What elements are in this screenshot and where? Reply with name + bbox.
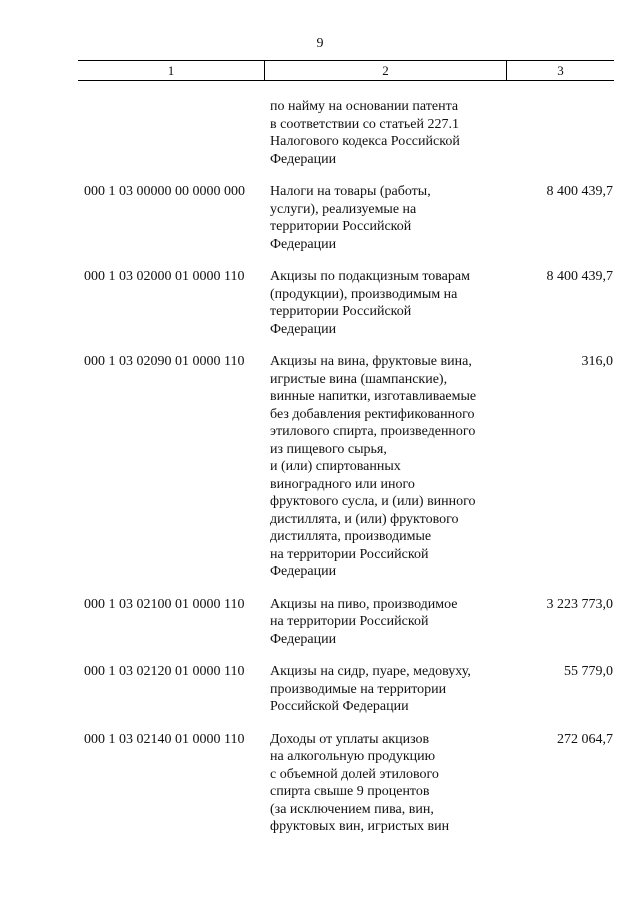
revenue-name-line: Федерации bbox=[270, 236, 337, 252]
revenue-name-line: (продукции), производимым на bbox=[270, 286, 458, 302]
revenue-name bbox=[270, 98, 516, 168]
table-row bbox=[84, 98, 614, 168]
revenue-name-line: услуги), реализуемые на bbox=[270, 201, 417, 217]
revenue-name-line: без добавления ректификованного bbox=[270, 406, 475, 422]
amount-value: 316,0 bbox=[581, 354, 613, 369]
revenue-name-line: Федерации bbox=[270, 564, 337, 579]
revenue-name-line: виноградного или иного bbox=[270, 476, 415, 492]
revenue-name-line: этилового спирта, произведенного bbox=[270, 424, 476, 439]
header-cell-amount: 3 bbox=[557, 63, 564, 78]
revenue-name-line: дистиллята, и (или) фруктового bbox=[270, 511, 459, 527]
table-row bbox=[84, 353, 614, 581]
revenue-name-line: игристые вина (шампанские), bbox=[270, 371, 448, 387]
revenue-name-line: территории Российской bbox=[270, 304, 412, 319]
revenue-name-line: Акцизы на пиво, производимое bbox=[270, 596, 458, 612]
revenue-name-line: Акцизы на сидр, пуаре, медовуху, bbox=[270, 664, 471, 679]
budget-code: 000 1 03 02140 01 0000 110 bbox=[84, 731, 245, 747]
revenue-name-line: производимые на территории bbox=[270, 681, 447, 697]
revenue-name-line: территории Российской bbox=[270, 219, 412, 234]
revenue-name-line: на алкогольную продукцию bbox=[270, 749, 436, 764]
revenue-name-line: по найму на основании патента bbox=[270, 99, 459, 114]
revenue-name bbox=[270, 663, 516, 716]
revenue-name bbox=[270, 353, 516, 581]
revenue-name-line: Налоги на товары (работы, bbox=[270, 184, 431, 199]
amount-value: 8 400 439,7 bbox=[546, 184, 613, 199]
table-row bbox=[84, 731, 614, 836]
revenue-name-line: Доходы от уплаты акцизов bbox=[270, 731, 430, 747]
table-row bbox=[84, 183, 614, 253]
revenue-name-line: винные напитки, изготавливаемые bbox=[270, 389, 477, 404]
revenue-name-line: Акцизы на вина, фруктовые вина, bbox=[270, 354, 472, 369]
amount-value: 8 400 439,7 bbox=[546, 269, 613, 284]
revenue-name-line: дистиллята, производимые bbox=[270, 529, 432, 544]
revenue-name-line: Федерации bbox=[270, 321, 337, 337]
revenue-name bbox=[270, 596, 516, 649]
budget-code: 000 1 03 02090 01 0000 110 bbox=[84, 354, 245, 369]
budget-code: 000 1 03 02120 01 0000 110 bbox=[84, 664, 245, 679]
revenue-name bbox=[270, 731, 516, 836]
amount-value: 3 223 773,0 bbox=[546, 596, 613, 612]
amount-value: 272 064,7 bbox=[557, 731, 613, 747]
revenue-name-line: (за исключением пива, вин, bbox=[270, 801, 434, 817]
revenue-name-line: Федерации bbox=[270, 151, 337, 167]
revenue-name-line: на территории Российской bbox=[270, 546, 429, 562]
revenue-name-line: с объемной долей этилового bbox=[270, 766, 439, 782]
budget-code: 000 1 03 00000 00 0000 000 bbox=[84, 184, 245, 199]
revenue-name-line: фруктовых вин, игристых вин bbox=[270, 819, 450, 834]
revenue-name bbox=[270, 183, 516, 253]
revenue-name-line: спирта свыше 9 процентов bbox=[270, 784, 430, 799]
amount-value: 55 779,0 bbox=[564, 664, 613, 679]
budget-code: 000 1 03 02100 01 0000 110 bbox=[84, 596, 245, 612]
table-header-row bbox=[78, 60, 614, 81]
revenue-name-line: из пищевого сырья, bbox=[270, 441, 387, 457]
budget-code: 000 1 03 02000 01 0000 110 bbox=[84, 269, 245, 284]
header-cell-name: 2 bbox=[265, 61, 507, 80]
revenue-name bbox=[270, 268, 516, 338]
header-cell-code: 1 bbox=[78, 61, 265, 80]
page-number: 9 bbox=[316, 36, 324, 51]
revenue-name-line: Федерации bbox=[270, 631, 337, 647]
revenue-name-line: и (или) спиртованных bbox=[270, 459, 401, 474]
table-row bbox=[84, 596, 614, 649]
budget-table-body bbox=[84, 98, 614, 836]
revenue-name-line: Российской Федерации bbox=[270, 699, 409, 714]
revenue-name-line: на территории Российской bbox=[270, 614, 429, 629]
revenue-name-line: фруктового сусла, и (или) винного bbox=[270, 494, 476, 509]
revenue-name-line: Акцизы по подакцизным товарам bbox=[270, 269, 470, 284]
table-row bbox=[84, 268, 614, 338]
table-row bbox=[84, 663, 614, 716]
revenue-name-line: Налогового кодекса Российской bbox=[270, 134, 460, 149]
revenue-name-line: в соответствии со статьей 227.1 bbox=[270, 116, 459, 132]
